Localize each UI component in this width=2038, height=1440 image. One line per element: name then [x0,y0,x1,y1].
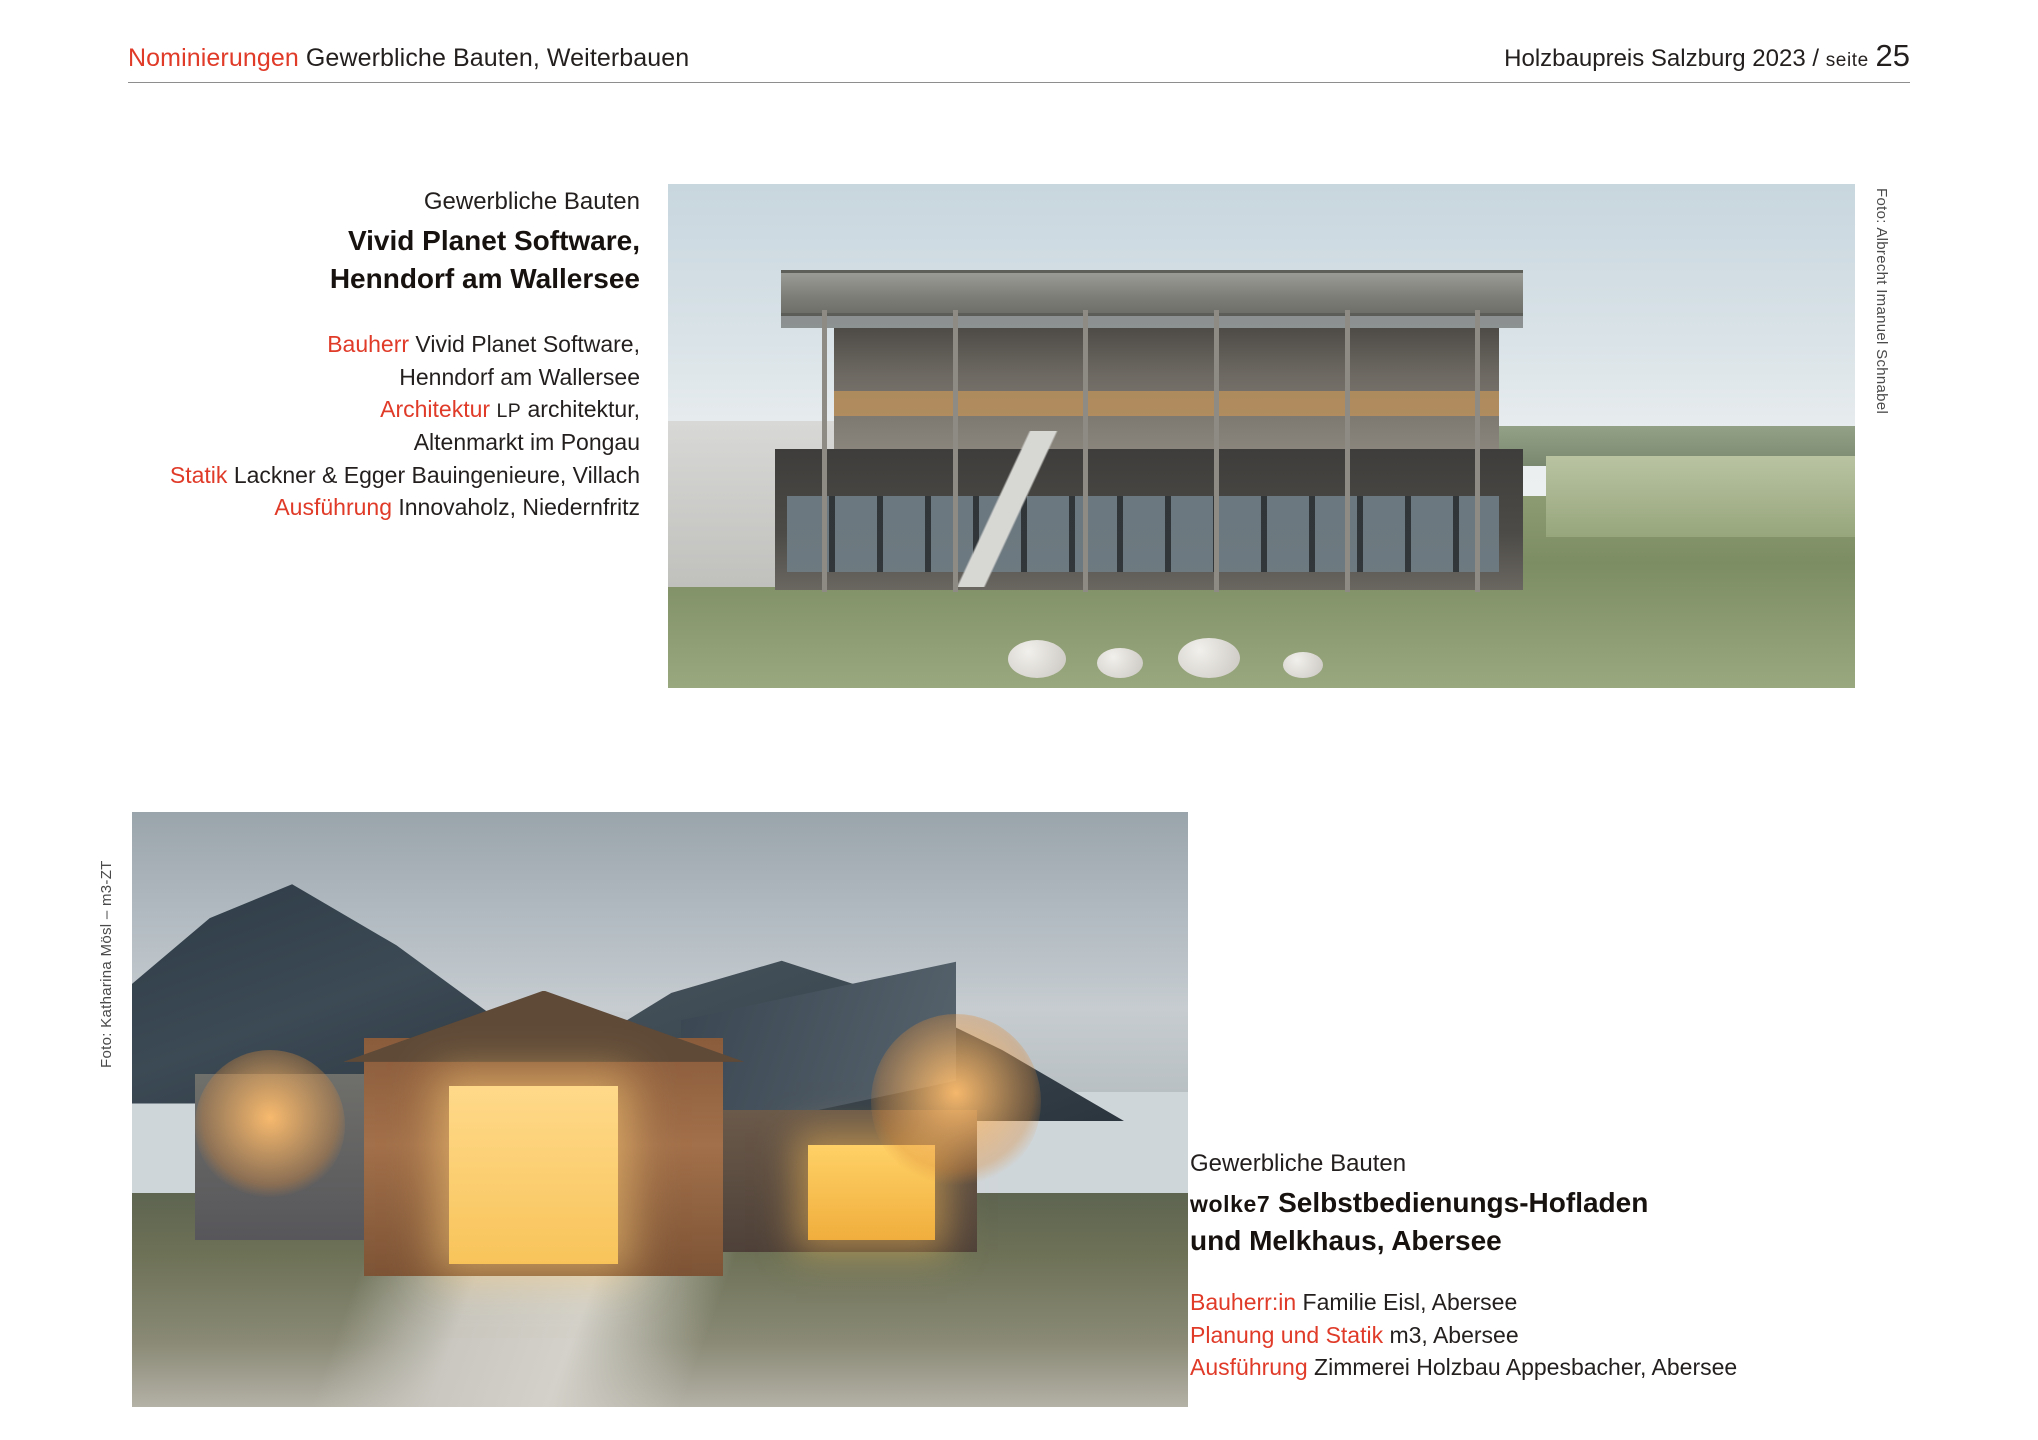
credit-label-statik: Statik [169,461,228,488]
header-right [1504,38,1910,74]
credit-value-statik: Lackner & Egger Bauingenieure, Villach [233,461,640,488]
project2-text-block [1190,1148,1910,1384]
project2-title-caps: wolke7 [1190,1191,1271,1218]
credit-value-ausfuehrung: Innovaholz, Niedernfritz [398,494,640,521]
project2-credits [1190,1286,1910,1384]
photo2-lit-entrance [449,1086,618,1265]
credit-row-bauherr-2: Henndorf am Wallersee [399,363,640,390]
credit-label-planung-statik: Planung und Statik [1190,1321,1384,1348]
project2-title-line2: und Melkhaus, Abersee [1190,1225,1502,1257]
photo1-column [1345,310,1350,592]
photo2-lit-tree [195,1050,345,1200]
credit-value-bauherr: Vivid Planet Software, [415,330,640,357]
photo1-column [1214,310,1219,592]
credit-row-statik [120,459,640,492]
credit-value-ausfuehrung-2: Zimmerei Holzbau Appesbacher, Abersee [1314,1354,1738,1381]
photo1-rock [1178,638,1240,678]
page-word: seite [1825,50,1869,71]
credit-label-ausfuehrung: Ausführung [274,494,392,521]
project1-category: Gewerbliche Bauten [423,188,640,215]
page-number: 25 [1875,38,1910,73]
credit-row-bauherr [120,328,640,361]
project2-category: Gewerbliche Bauten [1190,1150,1407,1177]
photo1-rocks [1000,622,1404,677]
project2-photo-credit: Foto: Katharina Mösl – m3-ZT [98,860,115,1068]
project1-title-line2: Henndorf am Wallersee [329,263,640,295]
credit-label-bauherr: Bauherr [327,330,410,357]
credit-value-bauherrin: Familie Eisl, Abersee [1302,1288,1518,1315]
photo1-column [1475,310,1480,592]
project2-title-line1 [1190,1184,1910,1222]
publication-title: Holzbaupreis Salzburg 2023 / [1504,45,1826,72]
credit-value-architektur-caps: LP [496,400,522,423]
photo1-column [1083,310,1088,592]
credit-row-ausfuehrung-2 [1190,1351,1910,1384]
header-left [128,44,689,73]
credit-label-architektur: Architektur [380,396,491,423]
project2-title-rest: Selbstbedienungs-Hofladen [1270,1187,1649,1219]
photo1-field [1546,456,1855,537]
photo1-column [822,310,827,592]
credit-row-architektur-2: Altenmarkt im Pongau [413,428,640,455]
photo1-rock [1097,648,1143,678]
photo2-lit-tree [871,1014,1041,1189]
project1-title [120,222,640,298]
credit-row-architektur [120,393,640,426]
project2-title [1190,1184,1910,1260]
photo1-column [953,310,958,592]
credit-value-planung-statik: m3, Abersee [1389,1321,1519,1348]
project1-photo-credit: Foto: Albrecht Imanuel Schnabel [1873,188,1890,415]
project2-photo [132,812,1188,1407]
credit-row-bauherrin [1190,1286,1910,1319]
credit-row-planung-statik [1190,1319,1910,1352]
photo1-roof-shadow [781,313,1523,328]
credit-row-ausfuehrung [120,491,640,524]
photo1-roof [781,270,1523,316]
project1-text-block [120,186,640,524]
photo1-rock [1008,640,1066,678]
credit-label-bauherrin: Bauherr:in [1190,1288,1297,1315]
credit-label-ausfuehrung-2: Ausführung [1190,1354,1308,1381]
photo1-glass-facade [787,496,1499,572]
project1-credits [120,328,640,524]
project1-title-line1: Vivid Planet Software, [347,225,640,257]
photo1-rock [1283,652,1323,678]
project1-photo [668,184,1855,688]
header-divider [128,82,1910,83]
photo1-timber-band [834,391,1499,416]
header-subsection-label: Gewerbliche Bauten, Weiterbauen [305,44,690,72]
page-header [128,38,1910,74]
credit-value-architektur: architektur, [527,396,640,423]
header-section-label: Nominierungen [128,44,299,72]
